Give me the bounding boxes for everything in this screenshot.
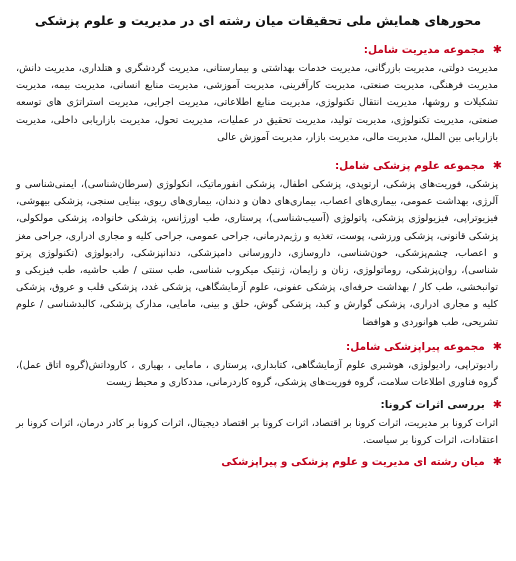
- asterisk-icon: ✱: [492, 43, 502, 56]
- section-paramedical: [14, 339, 502, 391]
- section-body: رادیوتراپی، رادیولوژی، هوشبری علوم آزمایشگاهی، کتابداری، پرستاری ، مامایی ، بهیاری ، کاروداتش(گروه اتاق عمل)، گروه فناوری اطلاعات سلامت، گروه فوریت‌های پزشکی، گروه کاردرمانی، مددکاری و محیط زیست: [16, 359, 498, 389]
- section-heading-label: بررسی اثرات کرونا:: [380, 399, 485, 412]
- section-body: مدیریت دولتی، مدیریت بازرگانی، مدیریت خدمات بهداشتی و بیمارستانی، مدیریت گردشگری و هتلداری، مدیریت دانش، مدیریت فرهنگی، مدیریت صنعتی، مدیریت کارآفرینی، مدیریت آموزشی، مدیریت منابع انسانی، مدیریت بیمه، مدیریت تشکیلات و روشها، مدیریت انتقال تکنولوژی، مدیریت منابع اطلاعاتی، مدیریت اجرایی، مدیریت استراتژی های توسعه صنعتی، مدیریت تکنولوژی، مدیریت تولید، مدیریت تحقیق در عملیات، مدیریت تحول، مدیریت بازاریابی داخلی، مدیریت بازاریابی بین الملل، مدیریت مالی، مدیریت بازار، مدیریت آموزش عالی: [16, 63, 498, 143]
- asterisk-icon: ✱: [492, 454, 502, 468]
- section-heading: [14, 397, 502, 413]
- asterisk-icon: ✱: [492, 398, 502, 412]
- section-heading-label: مجموعه پیراپزشکی شامل:: [346, 340, 485, 353]
- section-heading-label: میان رشته ای مدیریت و علوم پزشکی و پیراپزشکی: [221, 455, 485, 468]
- section-interdisciplinary: [14, 454, 502, 470]
- section-heading: [14, 42, 502, 58]
- section-heading: [14, 454, 502, 470]
- page-title: محورهای همایش ملی تحقیقات میان رشته ای در مدیریت و علوم پزشکی: [34, 13, 482, 28]
- section-corona-effects: [14, 397, 502, 449]
- section-heading: [14, 158, 502, 174]
- section-body: پزشکی، فوریت‌های پزشکی، ارتوپدی، پزشکی اطفال، پزشکی انفورماتیک، انکولوژی (سرطان‌شناسی)، ایمنی‌شناسی و آلرژی، بهداشت عمومی، بیماری‌های اعصاب، بیماری‌های دهان و دندان، بیماری‌های ریوی، بینایی سنجی، پزشکی بیهوشی، فیزیوتراپی، فیزیولوژی پزشکی، پاتولوژی (آسیب‌شناسی)، پرستاری، طب اورژانس، پزشکی خانواده، پزشکی مولکولی، پزشکی قانونی، پزشکی ورزشی، پوست، تغذیه و رژیم‌درمانی، جراحی عمومی، جراحی کلیه و مجاری ادراری، جراحی مغز و اعصاب، چشم‌پزشکی، خون‌شناسی، داروسازی، دارورسانی دامپزشکی، دندانپزشکی، رادیولوژی (تکنولوژی پرتو شناسی)، روان‌پزشکی، روماتولوژی، زنان و زایمان، ژنتیک میکروب شناسی، طب سنتی / طب حاشیه، طب فیزیکی و توانبخشی، طب کار / بهداشت حرفه‌ای، پزشکی عفونی، علوم آزمایشگاهی، پزشکی غدد، پزشکی قلب و عروق، پزشکی کلیه و مجاری ادراری، پزشکی گوارش و کبد، پزشکی گوش، حلق و بینی، مامایی، مدارک پزشکی، کالبدشناسی / علوم تشریحی، طب هوانوردی و هوافضا: [16, 179, 498, 328]
- section-medical-sciences: [14, 158, 502, 331]
- section-management: [14, 42, 502, 146]
- section-heading-label: مجموعه علوم پزشکی شامل:: [334, 160, 485, 173]
- asterisk-icon: ✱: [492, 339, 502, 353]
- section-body: اثرات کرونا بر مدیریت، اثرات کرونا بر اقتصاد، اثرات کرونا بر اقتصاد دیجیتال، اثرات کرونا بر کادر درمان، اثرات کرونا بر اعتقادات، اثرات کرونا بر سیاست.: [16, 418, 498, 447]
- section-heading: [14, 339, 502, 355]
- section-heading-label: مجموعه مدیریت شامل:: [363, 44, 485, 56]
- asterisk-icon: ✱: [492, 159, 502, 173]
